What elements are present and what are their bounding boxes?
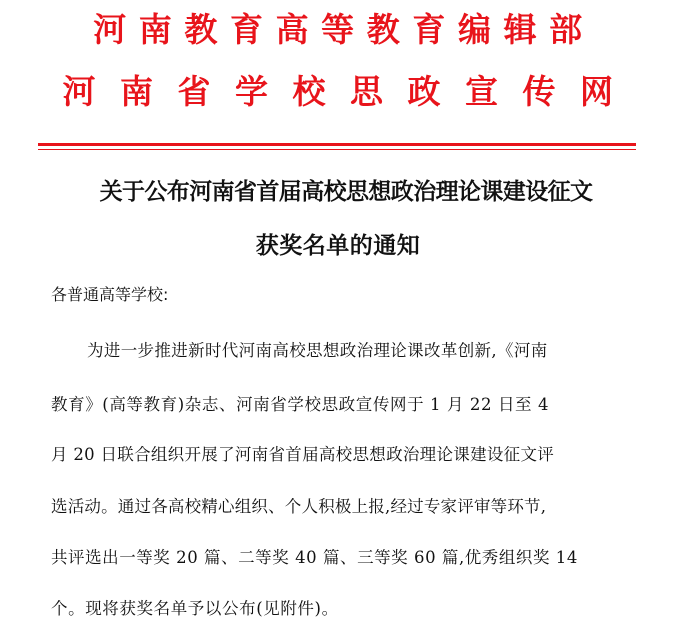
masthead-title-line-1: 河南教育高等教育编辑部 <box>93 10 595 49</box>
masthead-divider-thick <box>38 143 636 146</box>
document-title-line-2: 获奖名单的通知 <box>255 232 421 259</box>
body-text-line: 共评选出一等奖 20 篇、二等奖 40 篇、三等奖 60 篇,优秀组织奖 14 <box>51 548 578 567</box>
body-text-line: 月 20 日联合组织开展了河南省首届高校思想政治理论课建设征文评 <box>51 445 555 464</box>
body-text-line: 个。现将获奖名单予以公布(见附件)。 <box>51 599 339 618</box>
masthead-title-line-2: 河南省学校思政宣传网 <box>62 72 638 111</box>
document-title-line-1: 关于公布河南省首届高校思想政治理论课建设征文 <box>99 178 593 205</box>
salutation: 各普通高等学校: <box>51 285 169 304</box>
body-text-line: 为进一步推进新时代河南高校思想政治理论课改革创新,《河南 <box>87 341 548 360</box>
body-text-line: 教育》(高等教育)杂志、河南省学校思政宣传网于 1 月 22 日至 4 <box>51 395 550 414</box>
body-text-line: 选活动。通过各高校精心组织、个人积极上报,经过专家评审等环节, <box>51 497 547 516</box>
masthead-divider-thin <box>38 149 636 150</box>
